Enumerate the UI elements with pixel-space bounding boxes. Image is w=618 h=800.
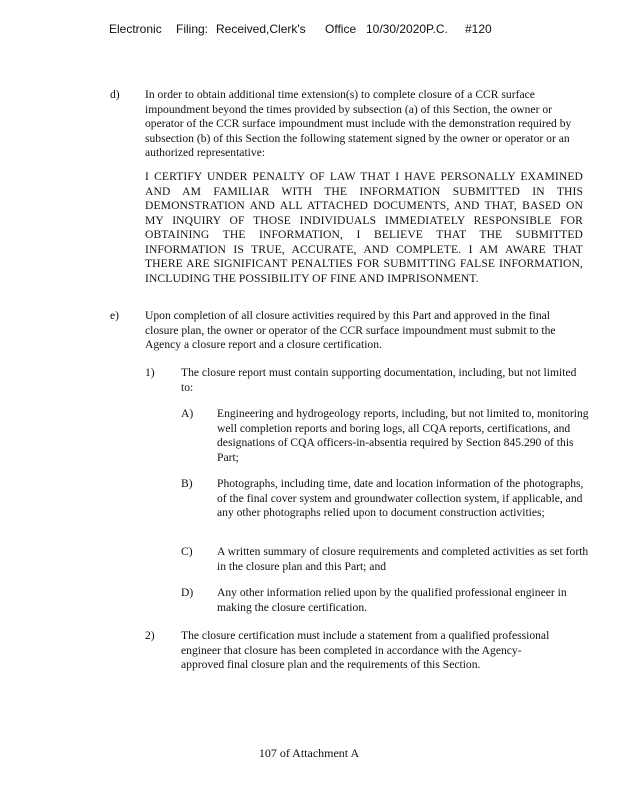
section-e-text: Upon completion of all closure activities required by this Part and approved in the final closure plan, the owner or operator of the CCR surface impoundment must submit to the Agency a closure report and a closure certification. [145,309,556,351]
header-date: 10/30/2020P.C. [366,22,448,36]
subitem-d-label: D) [181,586,194,599]
section-d-label: d) [110,88,120,101]
subitem-a-label: A) [181,407,194,420]
header-electronic: Electronic [109,22,162,36]
item-1-label: 1) [145,366,155,379]
item-2-text: The closure certification must include a statement from a qualified professional engineer that closure has been completed in accordance with the Agency-approved final closure plan and the requirements of this Section. [181,629,550,671]
subitem-c-label: C) [181,545,193,558]
page-footer: 107 of Attachment A [258,746,360,760]
section-d-certification: I CERTIFY UNDER PENALTY OF LAW THAT I HAVE PERSONALLY EXAMINED AND AM FAMILIAR WITH THE INFORMATION SUBMITTED IN THIS DEMONSTRATION AND ALL ATTACHED DOCUMENTS, AND THAT, BASED ON MY INQUIRY OF THOSE INDIVIDUALS IMMEDIATELY RESPONSIBLE FOR OBTAINING THE INFORMATION, I BELIEVE THAT THE SUBMITTED INFORMATION IS TRUE, ACCURATE, AND COMPLETE. I AM AWARE THAT THERE ARE SIGNIFICANT PENALTIES FOR SUBMITTING FALSE INFORMATION, INCLUDING THE POSSIBILITY OF FINE AND IMPRISONMENT. [145,170,583,285]
item-1-text: The closure report must contain supporting documentation, including, but not limited to: [181,366,577,394]
subitem-b-text: Photographs, including time, date and location information of the photographs, of the final cover system and groundwater collection system, if applicable, and any other photographs relied upon to document construction activities; [217,477,584,519]
subitem-a-text: Engineering and hydrogeology reports, including, but not limited to, monitoring well completion reports and boring logs, all CQA reports, certifications, and designations of CQA officers-in-absentia required by Section 845.290 of this Part; [217,407,589,464]
header-received: Received,Clerk's [216,22,306,36]
header-filing: Filing: [176,22,209,36]
section-d-text: In order to obtain additional time extension(s) to complete closure of a CCR surface impoundment beyond the times provided by subsection (a) of this Section, the owner or operator of the CCR surface impoundment must include with the demonstration required by subsection (b) of this Section the following statement signed by the owner or operator or an authorized representative: [145,88,572,159]
item-2-label: 2) [145,629,155,642]
section-e-label: e) [110,309,120,322]
header-office: Office [325,22,357,36]
subitem-c-text: A written summary of closure requirements and completed activities as set forth in the closure plan and this Part; and [217,545,589,573]
header-number: #120 [465,22,492,36]
subitem-b-label: B) [181,477,193,490]
subitem-d-text: Any other information relied upon by the qualified professional engineer in making the closure certification. [217,586,567,614]
